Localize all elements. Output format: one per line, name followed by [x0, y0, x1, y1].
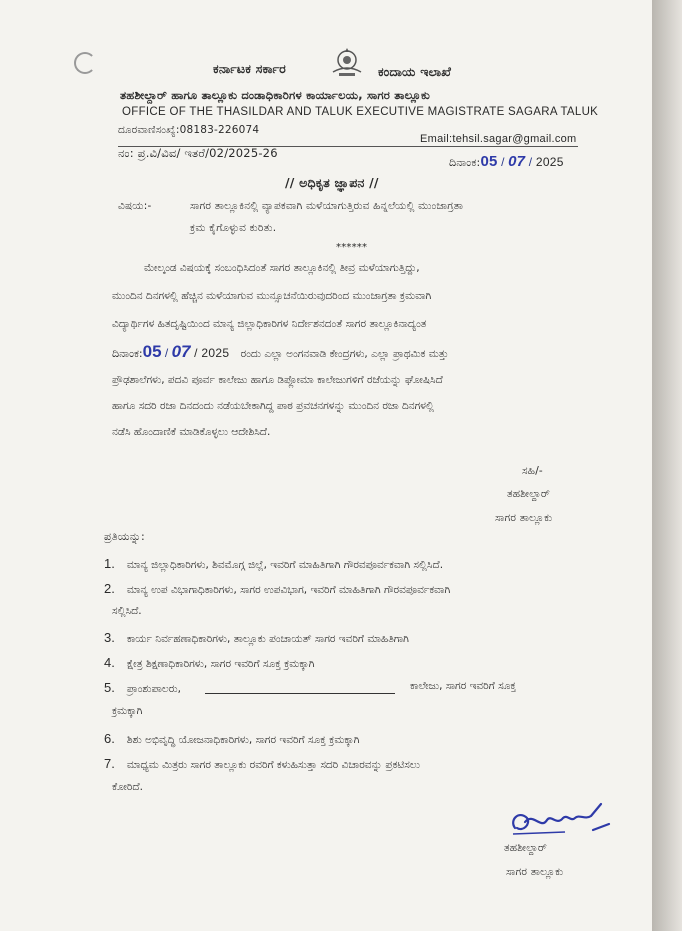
copy-item-7: 7. ಮಾಧ್ಯಮ ಮಿತ್ರರು ಸಾಗರ ತಾಲ್ಲೂಕು ರವರಿಗೆ ಕಳುಹಿಸುತ್ತಾ ಸದರಿ ವಿಚಾರವನ್ನು ಪ್ರಕಟಿಸಲು: [104, 756, 420, 771]
signatory-designation: ತಹಶೀಲ್ದಾರ್: [507, 488, 551, 500]
body-date-year: 2025: [201, 346, 230, 360]
header-date-day: 05: [480, 153, 498, 170]
office-name-english: OFFICE OF THE THASILDAR AND TALUK EXECUTIVE MAGISTRATE SAGARA TALUK: [122, 106, 599, 118]
office-name-kannada: ತಹಶೀಲ್ದಾರ್ ಹಾಗೂ ತಾಲ್ಲೂಕು ದಂಡಾಧಿಕಾರಿಗಳ ಕಾರ್ಯಾಲಯ, ಸಾಗರ ತಾಲ್ಲೂಕು: [120, 88, 431, 102]
body-date-label: ದಿನಾಂಕ:: [112, 347, 143, 360]
subject-label: ವಿಷಯ:-: [118, 200, 152, 212]
reference-number: ನಂ: ಪ್ರ.ವಿ/ವಿವ/ ಇತರೆ/02/2025-26: [118, 146, 278, 160]
blank-fill-line: [205, 693, 395, 694]
body-line-7: ನಡೆಸಿ ಹೊಂದಾಣಿಕೆ ಮಾಡಿಕೊಳ್ಳಲು ಆದೇಶಿಸಿದೆ.: [112, 426, 271, 438]
copies-label: ಪ್ರತಿಯನ್ನು:: [104, 530, 145, 543]
header-date-label: ದಿನಾಂಕ:: [449, 156, 481, 169]
copy-item-6: 6. ಶಿಶು ಅಭಿವೃದ್ಧಿ ಯೋಜನಾಧಿಕಾರಿಗಳು, ಸಾಗರ ಇವರಿಗೆ ಸೂಕ್ತ ಕ್ರಮಕ್ಕಾಗಿ: [104, 731, 360, 746]
subject-line-1: ಸಾಗರ ತಾಲ್ಲೂಕಿನಲ್ಲಿ ವ್ಯಾಪಕವಾಗಿ ಮಳೆಯಾಗುತ್ತಿರುವ ಹಿನ್ನಲೆಯಲ್ಲಿ ಮುಂಜಾಗ್ರತಾ: [190, 200, 464, 212]
phone-number: ದೂರವಾಣಿಸಂಖ್ಯೆ:08183-226074: [118, 124, 260, 136]
body-line-2: ಮುಂದಿನ ದಿನಗಳಲ್ಲಿ ಹೆಚ್ಚಿನ ಮಳೆಯಾಗುವ ಮುನ್ಸೂಚನೆಯಿರುವುದರಿಂದ ಮುಂಜಾಗ್ರತಾ ಕ್ರಮವಾಗಿ: [112, 290, 432, 302]
signatory2-place: ಸಾಗರ ತಾಲ್ಲೂಕು: [506, 866, 564, 878]
body-date-month: 07: [171, 342, 191, 361]
header-govt-title: ಕರ್ನಾಟಕ ಸರ್ಕಾರ: [213, 61, 286, 76]
copy-item-7-cont: ಕೋರಿದೆ.: [112, 781, 143, 793]
body-line-1: ಮೇಲ್ಕಂಡ ವಿಷಯಕ್ಕೆ ಸಂಬಂಧಿಸಿದಂತೆ ಸಾಗರ ತಾಲ್ಲೂಕಿನಲ್ಲಿ ತೀವ್ರ ಮಳೆಯಾಗುತ್ತಿದ್ದು,: [144, 262, 420, 274]
signatory-place: ಸಾಗರ ತಾಲ್ಲೂಕು: [495, 512, 553, 524]
body-line-3: ವಿದ್ಯಾರ್ಥಿಗಳ ಹಿತದೃಷ್ಟಿಯಿಂದ ಮಾನ್ಯ ಜಿಲ್ಲಾಧಿಕಾರಿಗಳ ನಿರ್ದೇಶನದಂತೆ ಸಾಗರ ತಾಲ್ಲೂಕಿನಾದ್ಯಂತ: [112, 318, 427, 330]
body-line-4: ದಿನಾಂಕ:05 / 07 / 2025 ರಂದು ಎಲ್ಲಾ ಅಂಗನವಾಡಿ ಕೇಂದ್ರಗಳು, ಎಲ್ಲಾ ಪ್ರಾಥಮಿಕ ಮತ್ತು: [112, 342, 449, 361]
copy-item-2: 2. ಮಾನ್ಯ ಉಪ ವಿಭಾಗಾಧಿಕಾರಿಗಳು, ಸಾಗರ ಉಪವಿಭಾಗ, ಇವರಿಗೆ ಮಾಹಿತಿಗಾಗಿ ಗೌರವಪೂರ್ವಕವಾಗಿ: [104, 581, 451, 596]
copy-item-5-cont: ಕ್ರಮಕ್ಕಾಗಿ: [112, 705, 143, 717]
state-emblem-icon: [327, 46, 367, 80]
handwritten-signature: [505, 800, 615, 846]
copy-item-1: 1. ಮಾನ್ಯ ಜಿಲ್ಲಾಧಿಕಾರಿಗಳು, ಶಿವಮೊಗ್ಗ ಜಿಲ್ಲೆ, ಇವರಿಗೆ ಮಾಹಿತಿಗಾಗಿ ಗೌರವಪೂರ್ವಕವಾಗಿ ಸಲ್ಲಿಸಿದೆ.: [104, 556, 444, 571]
background-edge: [652, 0, 682, 931]
copy-item-5-right: ಕಾಲೇಜು, ಸಾಗರ ಇವರಿಗೆ ಸೂಕ್ತ: [410, 680, 517, 692]
memo-title: // ಅಧಿಕೃತ ಜ್ಞಾಪನ //: [285, 175, 379, 190]
body-line-4-rest: ರಂದು ಎಲ್ಲಾ ಅಂಗನವಾಡಿ ಕೇಂದ್ರಗಳು, ಎಲ್ಲಾ ಪ್ರಾಥಮಿಕ ಮತ್ತು: [240, 348, 449, 360]
body-line-6: ಹಾಗೂ ಸದರಿ ರಜಾ ದಿನದಂದು ನಡೆಯಬೇಕಾಗಿದ್ದ ಪಾಠ ಪ್ರವಚನಗಳನ್ನು ಮುಂದಿನ ರಜಾ ದಿನಗಳಲ್ಲಿ: [112, 400, 434, 412]
body-line-5: ಪ್ರೌಢಶಾಲೆಗಳು, ಪದವಿ ಪೂರ್ವ ಕಾಲೇಜು ಹಾಗೂ ಡಿಪ್ಲೋಮಾ ಕಾಲೇಜುಗಳಿಗೆ ರಜೆಯನ್ನು ಘೋಷಿಸಿದೆ: [112, 374, 443, 386]
header-date-year: 2025: [535, 155, 564, 169]
signed-mark: ಸಹಿ/-: [522, 465, 543, 477]
header-dept-title: ಕಂದಾಯ ಇಲಾಖೆ: [378, 64, 452, 79]
email-address: Email:tehsil.sagar@gmail.com: [420, 133, 577, 145]
copy-item-2-cont: ಸಲ್ಲಿಸಿದೆ.: [112, 605, 142, 617]
subject-line-2: ಕ್ರಮ ಕೈಗೊಳ್ಳುವ ಕುರಿತು.: [190, 222, 277, 234]
body-date-day: 05: [142, 342, 162, 361]
separator-stars: ******: [336, 242, 368, 253]
header-date-month: 07: [508, 153, 526, 170]
copy-item-5: 5. ಪ್ರಾಂಶುಪಾಲರು,: [104, 680, 181, 695]
copy-item-3: 3. ಕಾರ್ಯ ನಿರ್ವಹಣಾಧಿಕಾರಿಗಳು, ತಾಲ್ಲೂಕು ಪಂಚಾಯತ್ ಸಾಗರ ಇವರಿಗೆ ಮಾಹಿತಿಗಾಗಿ: [104, 630, 409, 645]
copy-item-4: 4. ಕ್ಷೇತ್ರ ಶಿಕ್ಷಣಾಧಿಕಾರಿಗಳು, ಸಾಗರ ಇವರಿಗೆ ಸೂಕ್ತ ಕ್ರಮಕ್ಕಾಗಿ: [104, 655, 315, 670]
signatory2-designation: ತಹಶೀಲ್ದಾರ್: [504, 842, 548, 854]
header-date: ದಿನಾಂಕ:05 / 07 / 2025: [449, 153, 564, 170]
punch-hole: [74, 52, 96, 74]
